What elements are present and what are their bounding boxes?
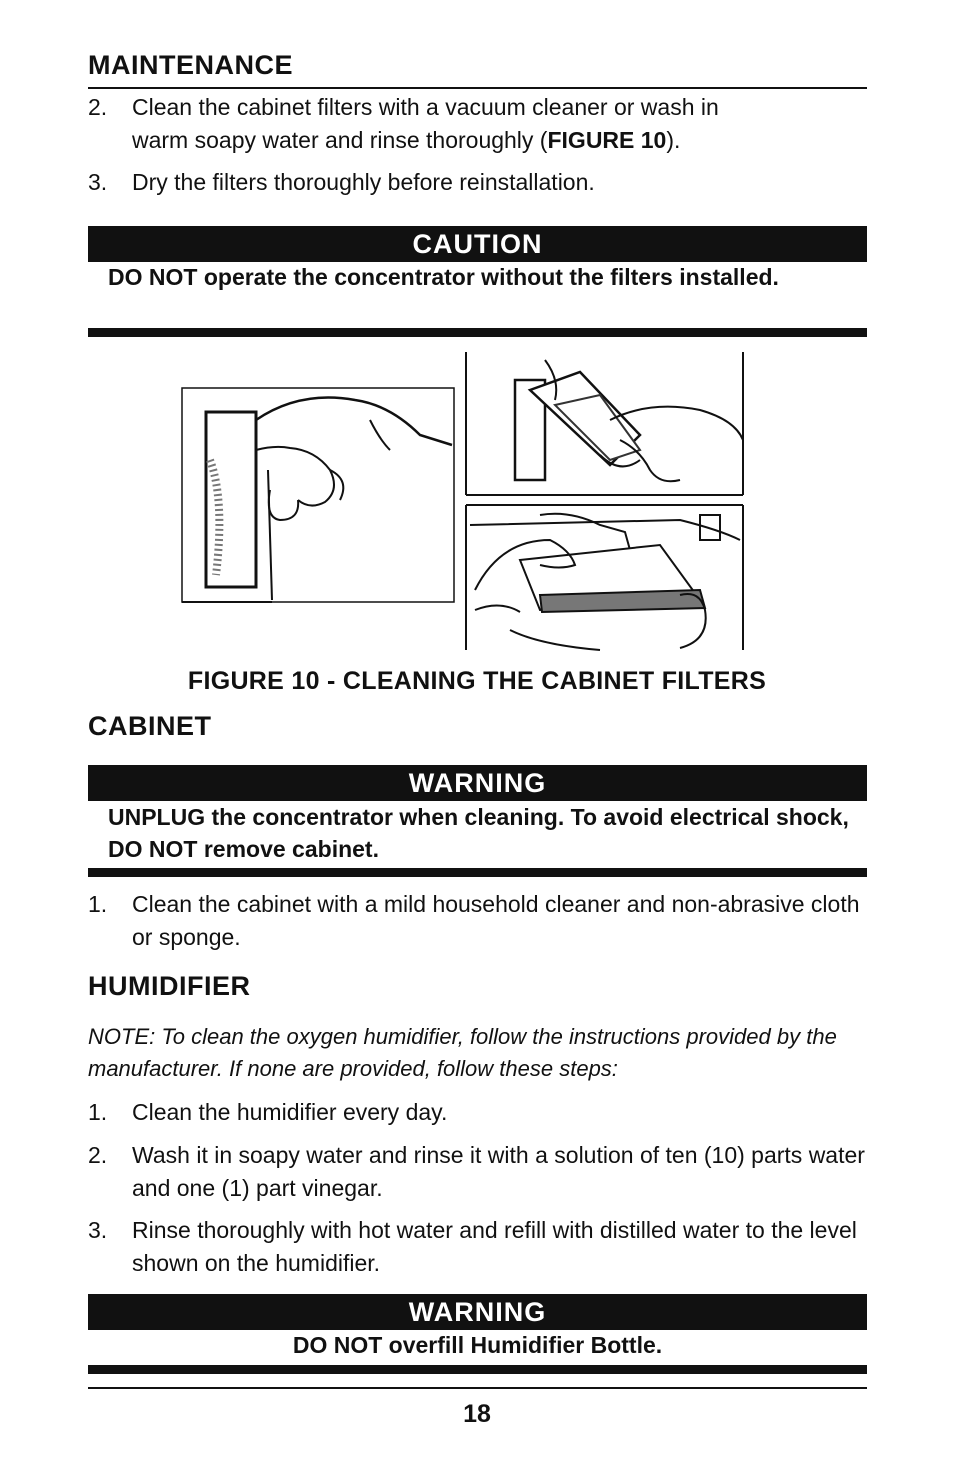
warning-emphasis: DO NOT <box>292 1332 383 1358</box>
figure-reference: FIGURE 10 <box>547 127 667 153</box>
list-item-text-part: ). <box>666 127 681 153</box>
filter-handling-illustration <box>466 352 743 495</box>
humidifier-warning-text <box>88 1329 867 1361</box>
list-item-text <box>132 91 764 157</box>
warning-emphasis: UNPLUG <box>108 804 206 830</box>
list-item-number: 2. <box>88 1142 108 1168</box>
filter-removal-illustration <box>182 388 454 602</box>
figure-caption: FIGURE 10 - CLEANING THE CABINET FILTERS <box>187 667 767 695</box>
humidifier-note: NOTE: To clean the oxygen humidifier, follow the instructions provided by the manufacturer. If none are provided, follow these steps: <box>88 1024 837 1081</box>
section-heading-cabinet: CABINET <box>88 711 212 741</box>
warning-body: remove cabinet. <box>197 836 379 862</box>
list-item-text: Wash it in soapy water and rinse it with a solution of ten (10) parts water and one (1) part vinegar. <box>132 1142 865 1201</box>
list-item-number: 1. <box>88 891 108 917</box>
list-item-number: 2. <box>88 94 108 120</box>
cabinet-warning-text <box>108 801 862 865</box>
cabinet-warning-bottom-rule <box>88 868 867 877</box>
list-item-number: 3. <box>88 169 108 195</box>
list-item-number: 1. <box>88 1099 108 1125</box>
footer-rule <box>88 1387 867 1389</box>
caution-banner: CAUTION <box>88 226 867 262</box>
filter-washing-illustration <box>466 505 743 650</box>
caution-emphasis: DO NOT <box>108 264 198 290</box>
warning-body: overfill Humidifier Bottle. <box>382 1332 663 1358</box>
warning-emphasis: DO NOT <box>108 836 198 862</box>
list-item-text-part: Clean the cabinet filters with a vacuum cleaner or wash in warm soapy water and rinse thoroughly ( <box>132 94 719 153</box>
heading-rule <box>88 87 867 89</box>
list-item-text: Clean the humidifier every day. <box>132 1099 448 1125</box>
section-heading-maintenance: MAINTENANCE <box>88 50 293 80</box>
list-item-text: Dry the filters thoroughly before reinstallation. <box>132 169 595 195</box>
list-item-text: Rinse thoroughly with hot water and refill with distilled water to the level shown on the humidifier. <box>132 1217 857 1276</box>
list-item-text: Clean the cabinet with a mild household cleaner and non-abrasive cloth or sponge. <box>132 891 860 950</box>
caution-text <box>108 261 862 293</box>
caution-bottom-rule <box>88 328 867 337</box>
caution-body: operate the concentrator without the filters installed. <box>197 264 779 290</box>
figure-10-illustration <box>180 350 745 652</box>
page-number: 18 <box>463 1400 491 1428</box>
list-item-number: 3. <box>88 1217 108 1243</box>
section-heading-humidifier: HUMIDIFIER <box>88 971 251 1001</box>
humidifier-warning-bottom-rule <box>88 1365 867 1374</box>
cabinet-warning-banner: WARNING <box>88 765 867 801</box>
warning-body: the concentrator when cleaning. To avoid electrical shock, <box>205 804 849 830</box>
humidifier-warning-banner: WARNING <box>88 1294 867 1330</box>
